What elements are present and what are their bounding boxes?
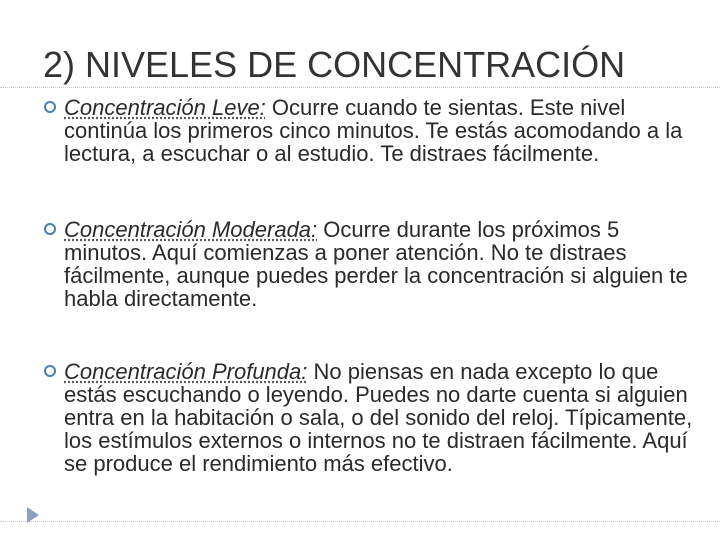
bullet-term: Concentración Moderada: [64, 217, 318, 242]
slide-title: 2) NIVELES DE CONCENTRACIÓN [43, 44, 626, 85]
bullet-text [43, 218, 693, 310]
bullet-term: Concentración Leve: [64, 95, 266, 120]
ring-bullet-icon [43, 364, 57, 378]
ring-bullet-icon [43, 222, 57, 236]
ring-bullet-icon [43, 100, 57, 114]
bullet-description: Ocurre cuando te sientas. Este nivel continúa los primeros cinco minutos. Te estás acomodando a la lectura, a escuchar o al estudio. Te distraes fácilmente. [64, 95, 683, 166]
bullet-moderada [43, 218, 693, 310]
bullet-description: No piensas en nada excepto lo que estás escuchando o leyendo. Puedes no darte cuenta si alguien entra en la habitación o sala, o del sonido del reloj. Típicamente, los estímulos externos o internos no te distraen fácilmente. Aquí se produce el rendimiento más efectivo. [64, 359, 693, 476]
title-divider [0, 87, 720, 88]
bullet-term: Concentración Profunda: [64, 359, 308, 384]
bullet-description: Ocurre durante los próximos 5 minutos. Aquí comienzas a poner atención. No te distraes fácilmente, aunque puedes perder la concentración si alguien te habla directamente. [64, 217, 688, 311]
bullet-text [43, 96, 693, 165]
bullet-leve [43, 96, 693, 165]
footer-divider [0, 521, 720, 522]
bullet-text [43, 360, 693, 475]
play-arrow-icon[interactable] [26, 506, 40, 524]
bullet-profunda [43, 360, 693, 475]
